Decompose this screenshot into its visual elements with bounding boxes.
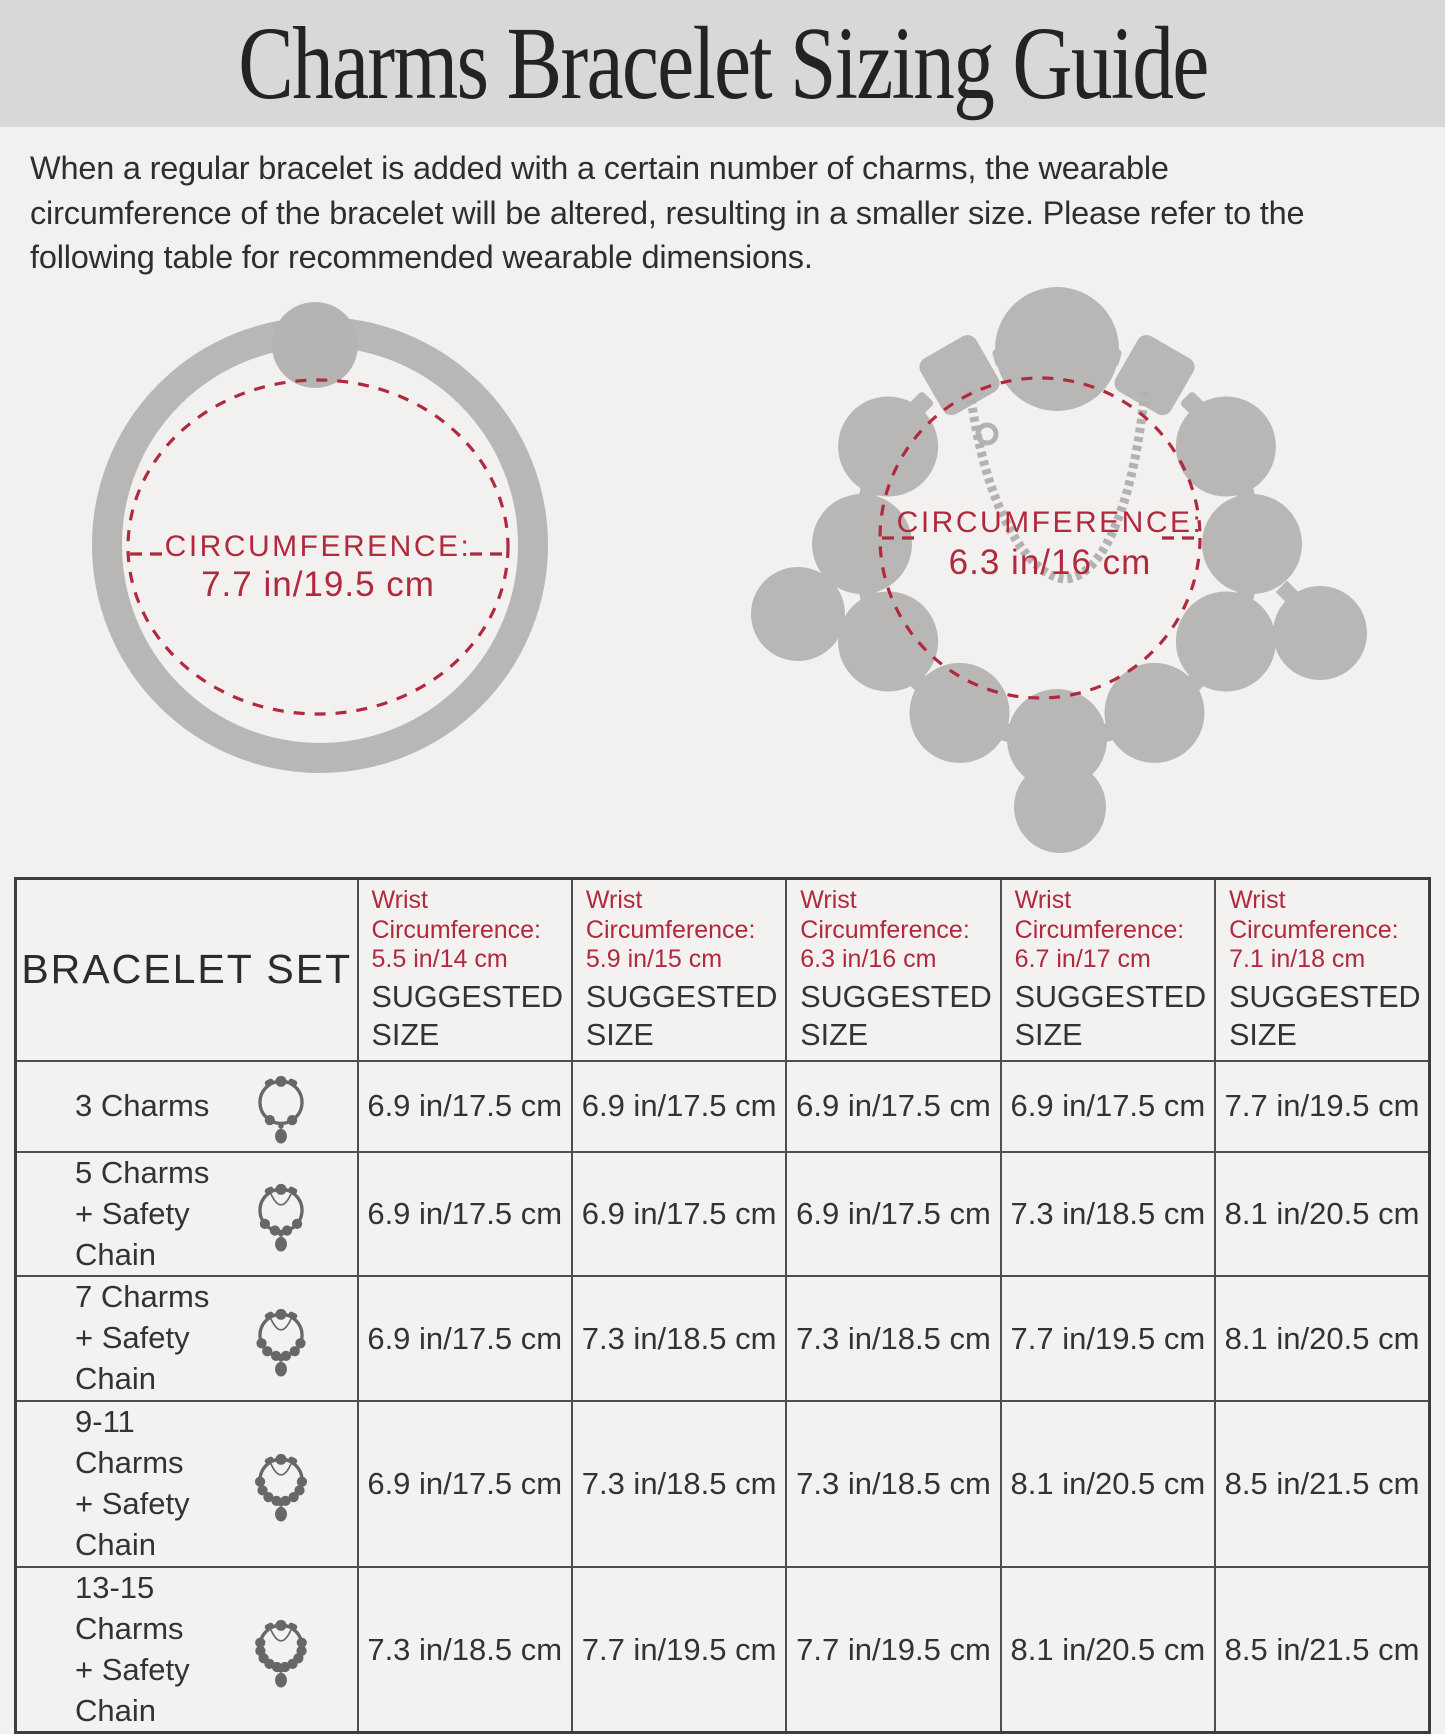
bracelet-set-header: BRACELET SET [16,879,358,1061]
bracelet-set-cell [16,1152,358,1277]
intro-line: circumference of the bracelet will be altered, resulting in a smaller size. Please refer to the [30,194,1305,231]
bracelet-7-charms-safety-chain-icon [249,1298,313,1380]
plain-bracelet-illustration [60,288,580,848]
suggested-size-cell: 6.9 in/17.5 cm [1001,1061,1215,1152]
wrist-size-header-cell [572,879,786,1061]
bracelet-13-15-charms-safety-chain-icon [249,1609,313,1691]
suggested-size-cell: 6.9 in/17.5 cm [358,1152,572,1277]
table-header-row [16,879,1430,1061]
clasp-ball [272,302,358,388]
wrist-circumference-label: Wrist Circumference: [800,886,970,944]
suggested-size-cell: 7.7 in/19.5 cm [1215,1061,1429,1152]
bracelet-set-label: 5 Charms + Safety Chain [75,1154,210,1272]
suggested-size-cell: 6.9 in/17.5 cm [358,1061,572,1152]
suggested-size-label: SUGGESTED SIZE [585,979,778,1052]
dangle-charm [1014,761,1106,853]
bracelet-set-label: 3 Charms [75,1087,210,1123]
circumference-value: 6.3 in/16 cm [948,543,1152,582]
table-row [16,1061,1430,1152]
suggested-size-cell: 6.9 in/17.5 cm [786,1152,1000,1277]
table-row [16,1567,1430,1733]
bracelet-3-charms-icon [249,1065,313,1147]
wrist-circumference-value: 6.7 in/17 cm [1014,945,1151,973]
suggested-size-cell: 8.1 in/20.5 cm [1001,1401,1215,1567]
dangle-charm [1273,586,1367,680]
circumference-label: CIRCUMFERENCE: [164,530,472,563]
suggested-size-cell: 7.3 in/18.5 cm [786,1276,1000,1401]
suggested-size-cell: 7.7 in/19.5 cm [1001,1276,1215,1401]
suggested-size-cell: 7.7 in/19.5 cm [786,1567,1000,1733]
suggested-size-cell: 8.5 in/21.5 cm [1215,1567,1429,1733]
bracelet-set-cell [16,1401,358,1567]
suggested-size-cell: 8.5 in/21.5 cm [1215,1401,1429,1567]
bracelet-set-cell [16,1567,358,1733]
wrist-size-header-cell [786,879,1000,1061]
bracelet-9-11-charms-safety-chain-icon [249,1443,313,1525]
wrist-circumference-value: 5.9 in/15 cm [585,945,723,973]
wrist-size-header-cell [1215,879,1429,1061]
circumference-label: CIRCUMFERENCE: [896,506,1204,539]
wrist-circumference-value: 5.5 in/14 cm [371,945,508,973]
suggested-size-cell: 7.3 in/18.5 cm [358,1567,572,1733]
suggested-size-label: SUGGESTED SIZE [1229,979,1421,1052]
suggested-size-cell: 7.3 in/18.5 cm [572,1276,786,1401]
wrist-circumference-value: 7.1 in/18 cm [1229,945,1366,973]
dangle-charm [751,567,845,661]
bracelet-set-cell [16,1276,358,1401]
intro-line: When a regular bracelet is added with a certain number of charms, the wearable [30,150,1169,186]
header-band [0,0,1445,127]
wrist-size-header-cell [1001,879,1215,1061]
wrist-size-header-cell [358,879,572,1061]
suggested-size-cell: 6.9 in/17.5 cm [358,1401,572,1567]
suggested-size-cell: 7.3 in/18.5 cm [572,1401,786,1567]
table-row [16,1276,1430,1401]
bracelet-set-label: 13-15 Charms + Safety Chain [75,1569,190,1728]
suggested-size-cell: 8.1 in/20.5 cm [1215,1276,1429,1401]
suggested-size-cell: 6.9 in/17.5 cm [572,1152,786,1277]
suggested-size-label: SUGGESTED SIZE [1014,979,1207,1052]
table-row [16,1152,1430,1277]
suggested-size-cell: 8.1 in/20.5 cm [1215,1152,1429,1277]
wrist-circumference-label: Wrist Circumference: [1014,886,1185,944]
sizing-table [14,877,1431,1734]
table-row [16,1401,1430,1567]
suggested-size-cell: 6.9 in/17.5 cm [572,1061,786,1152]
bracelet-set-cell [16,1061,358,1152]
wrist-circumference-label: Wrist Circumference: [585,886,756,944]
suggested-size-cell: 7.7 in/19.5 cm [572,1567,786,1733]
intro-paragraph [30,146,1425,280]
page-title: Charms Bracelet Sizing Guide [237,6,1208,121]
suggested-size-cell: 6.9 in/17.5 cm [786,1061,1000,1152]
wrist-circumference-label: Wrist Circumference: [1229,886,1399,944]
bracelet-set-label: 7 Charms + Safety Chain [75,1279,210,1397]
bracelet-5-charms-safety-chain-icon [249,1173,313,1255]
wrist-circumference-value: 6.3 in/16 cm [800,945,937,973]
suggested-size-label: SUGGESTED SIZE [800,979,992,1052]
suggested-size-cell: 8.1 in/20.5 cm [1001,1567,1215,1733]
bracelet-set-label: 9-11 Charms + Safety Chain [75,1404,190,1562]
suggested-size-cell: 7.3 in/18.5 cm [1001,1152,1215,1277]
circumference-value: 7.7 in/19.5 cm [201,565,435,604]
wrist-circumference-label: Wrist Circumference: [371,886,541,944]
suggested-size-cell: 6.9 in/17.5 cm [358,1276,572,1401]
intro-line: following table for recommended wearable dimensions. [30,239,813,276]
charm-bracelet-illustration [740,282,1380,862]
suggested-size-label: SUGGESTED SIZE [371,979,564,1052]
suggested-size-cell: 7.3 in/18.5 cm [786,1401,1000,1567]
